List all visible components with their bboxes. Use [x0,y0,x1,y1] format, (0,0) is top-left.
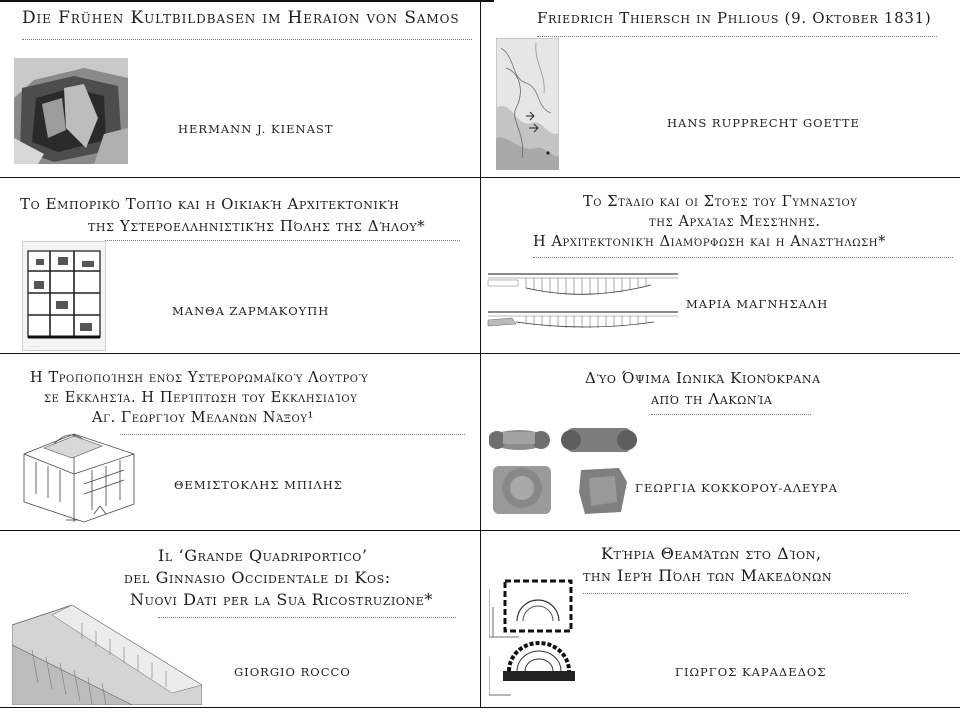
svg-text:. . . .: . . . . [30,343,39,348]
article-author: HANS RUPPRECHT GOETTE [667,116,860,130]
title-rule [105,240,460,241]
article-title-line: της Αρχαίας Μεσσήνης. [649,214,821,230]
article-title-line: Nuovi Dati per la Sua Ricostruzione* [130,590,433,609]
article-author: GIORGIO ROCCO [234,665,351,679]
article-title-line: της Υστεροελληνιστικής Πόλης της Δήλου* [88,217,426,235]
title-rule [651,414,811,415]
article-entry-zarmakoupi[interactable] [0,178,480,353]
article-title-line: από τη Λακωνία [651,390,773,408]
article-title-line: Το Εμπορικό Τοπίο και η Οικιακή Αρχιτεκτονική [20,195,400,213]
topographic-map [496,38,559,170]
title-rule [537,36,937,37]
article-author: ΓΙΩΡΓΟΣ ΚΑΡΑΔΕΔΟΣ [675,665,827,679]
article-author: HERMANN J. KIENAST [178,122,334,136]
ionic-capital-photos [489,422,639,522]
title-rule [22,39,472,40]
article-entry-kienast[interactable] [0,0,480,177]
article-entry-magnisali[interactable] [481,178,960,353]
article-title-line: σε Εκκλησία. Η Περίπτωση του Εκκλησιδίου [44,390,358,406]
excavated-stone-base-photo [14,58,128,164]
article-entry-bilis[interactable] [0,354,480,530]
stoa-elevation-drawings [486,268,686,332]
article-entry-karadedos[interactable] [481,531,960,707]
article-title-line: Η Αρχιτεκτονική Διαμόρφωση και η Αναστήλωση* [533,234,886,250]
article-title-line: Il ‘Grande Quadriportico’ [158,546,368,565]
settlement-plan [22,241,106,351]
article-title-line: Η Τροποποίηση ενός Υστερορωμαϊκού Λουτρού [30,370,369,386]
article-title-line: Αγ. Γεωργίου Μελανών Νάξου¹ [92,410,314,426]
article-title-line: Το Στάδιο και οι Στοές του Γυμνασίου [583,194,858,210]
title-rule [158,617,456,618]
article-author: ΜΑΝΘΑ ΖΑΡΜΑΚΟΥΠΗ [172,304,330,318]
article-author: ΜΑΡΙΑ ΜΑΓΝΗΣΑΛΗ [686,297,829,311]
title-rule [583,593,908,594]
portico-reconstruction-drawing [12,605,202,705]
article-author: ΓΕΩΡΓΙΑ ΚΟΚΚΟΡΟΥ-ΑΛΕΥΡΑ [635,481,839,495]
article-entry-kokkorou-alevra[interactable] [481,354,960,530]
axonometric-building-drawing [14,424,164,524]
article-title: Die Frühen Kultbildbasen im Heraion von Samos [22,8,460,28]
article-title-line: del Ginnasio Occidentale di Kos: [124,568,391,587]
article-title-line: Δύο Όψιμα Ιωνικά Κιονόκρανα [585,369,821,387]
theatre-plan-drawings [489,577,581,703]
article-title-line: την Ιερή Πόλη των Μακεδόνων [583,566,833,585]
article-entry-goette[interactable] [481,0,960,177]
article-author: ΘΕΜΙΣΤΟΚΛΗΣ ΜΠΙΛΗΣ [174,478,343,492]
title-rule [120,434,465,435]
article-entry-rocco[interactable] [0,531,480,707]
article-title-line: Κτήρια Θεαμάτων στο Δίον, [601,544,822,563]
article-title: Friedrich Thiersch in Phlious (9. Oktober 1831) [537,9,932,27]
title-rule [533,257,953,258]
